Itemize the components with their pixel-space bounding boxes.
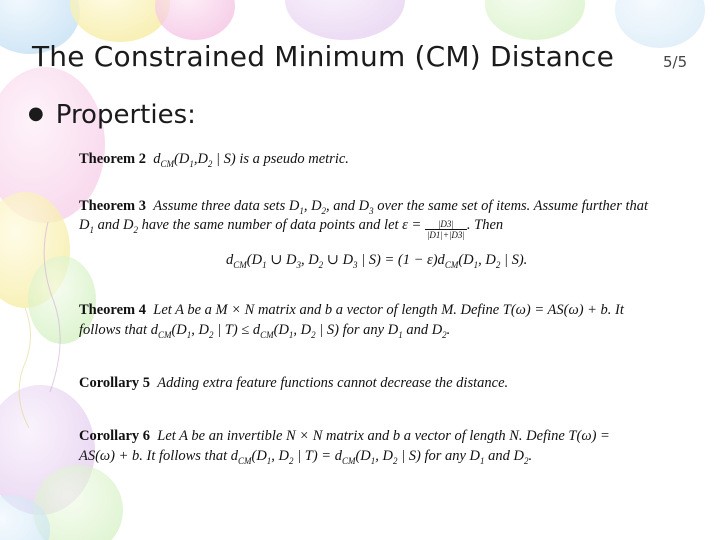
- theorem-2: Theorem 2 $d_{CM}(D_1,D_2$ | S) is a pseudo metric.: [79, 151, 349, 169]
- balloon-decoration: [615, 0, 705, 48]
- corollary-5: Corollary 5 Adding extra feature functions cannot decrease the distance.: [79, 375, 509, 391]
- theorem-4-line-2: follows that $d_{CM}(D_1$, $D_2$ | $T) \le d_{CM}(D_1$, $D_2$ | S) for any $D_1$ and $D_2$.: [79, 322, 451, 340]
- theorem-4-line-1: Theorem 4 Let A be a M × N matrix and b a vector of length M. Define T(ω) = AS(ω) + b. It: [79, 302, 624, 318]
- theorem-3-equation: $d_{CM}(D_1$ ∪ $D_3$, $D_2$ ∪ $D_3$ | $S) = (1 - \varepsilon)d_{CM}(D_1$, $D_2$ | S).: [226, 252, 528, 270]
- theorem-3-line-1: Theorem 3 Assume three data sets $D_1$, $D_2$, and $D_3$ over the same set of items. Assume further that: [79, 198, 649, 216]
- slide-title: The Constrained Minimum (CM) Distance: [32, 40, 615, 73]
- balloon-decoration: [70, 0, 170, 42]
- page-number: 5/5: [663, 53, 688, 71]
- theorem-3-line-2: $D_1$ and $D_2$ have the same number of data points and let ε = $\frac{|D3|}{|D1|+|D3|}$ . Then: [79, 217, 504, 240]
- bullet-properties: [28, 100, 196, 130]
- bullet-dot-icon: ●: [28, 103, 44, 124]
- bullet-label: Properties:: [55, 100, 196, 130]
- balloon-decoration: [485, 0, 585, 40]
- epsilon-fraction: $\frac{|D3|}{|D1|+|D3|}$: [426, 219, 465, 240]
- corollary-6-line-1: Corollary 6 Let A be an invertible N × N matrix and b a vector of length N. Define T(ω) =: [79, 428, 610, 444]
- balloon-decoration: [155, 0, 235, 40]
- corollary-6-line-2: AS(ω) + b. It follows that $d_{CM}(D_1$, $D_2$ | $T) = d_{CM}(D_1$, $D_2$ | S) for any $D_1$ and $D_2$.: [79, 448, 533, 466]
- balloon-decoration: [285, 0, 405, 40]
